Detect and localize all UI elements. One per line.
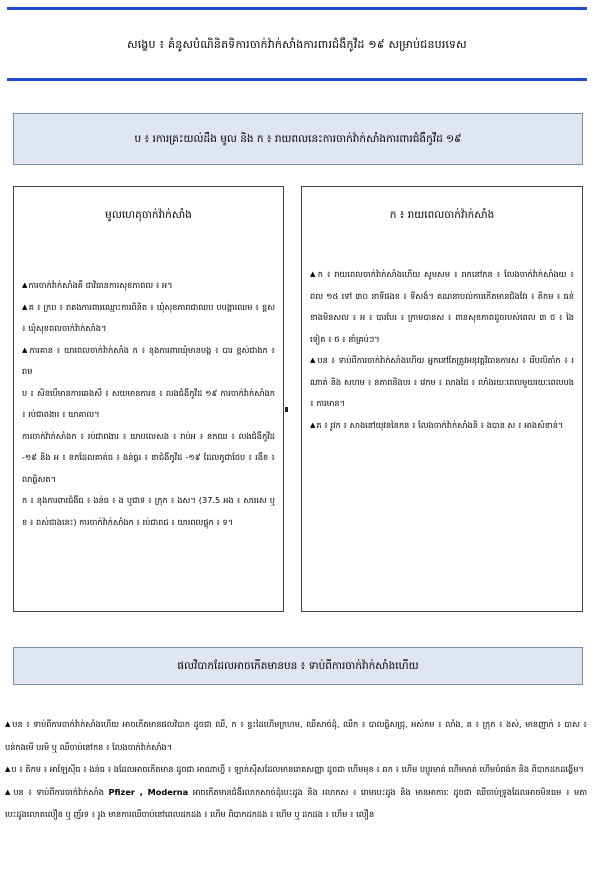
side-effect-paragraph bbox=[5, 758, 587, 781]
left-column-body bbox=[22, 275, 275, 533]
title-underline-rule bbox=[7, 78, 587, 81]
side-effects-text bbox=[5, 713, 587, 826]
right-column-heading: ក ៖ រាយពេលចាក់វ៉ាក់សាំង bbox=[389, 209, 495, 221]
paragraph-text: អាចកើតមានជំងឺរលាកសាច់ដុំបេះដូង និង រលាកស ៖ រោមបេះដូង និង មានអាការៈ ដូចជា ឈឺចាប់ទ្រូងដែលអាចមិនធម ៖ មតា បេះដូងលោតលឿន ឬ ញ័រទ ៖ រូង មានការឈឺចាប់នៅពេលដកដង ៖ ហើម ពិបាកដកដង ៖ ហើម ឬ ដកដង ៖ ហើម ៖ លឿន bbox=[5, 786, 587, 819]
right-item: ▲ ក ៖ រាយពេលចាក់វ៉ាក់សាំងហើយ សូមសម ៖ រាកនៅកន ៖ លែងចាក់វ៉ាក់សាំងយ ៖ ពល ១៥ ទៅ ៣០ នាទីផងខ ៖ ទីសងំ។ គណនាបល់ការកើតមានជិងវែរ ៖ តិកម ៖ ធន់ខាងមិនសល ៖ អ ៖ បារបែរ ៖ ក្រាមបានស ៖ ពានសុខភាពដូចរបស់ពេល ៣ ថ ៖ ងៃទៀត ៖ ថ ៖ នាំគ្រប់ៗ។ bbox=[310, 264, 574, 350]
paragraph-text: ប ៖ តិកម ៖ អាឡែស៊ីធ ៖ ងន់ធ ៖ ងដែលអាចកើតមាន ដូចជា អាណាហ្វី ៖ ឡាក់ស៊ីសដែលមានរោគសញ្ញា ដូចជា ហើមមុខ ៖ ឆក ៖ ហើម បប្ញូរមាត់ ហើមមាត់ ហើមបំពង់ក និង ពិបាកដកដង្ហើម។ bbox=[11, 764, 584, 774]
section-1-banner bbox=[13, 113, 583, 165]
vaccine-brand-names: Pfizer , Moderna bbox=[108, 786, 189, 797]
section-2-banner bbox=[13, 647, 583, 685]
left-item: ក ៖ នុងការពារជំងឺធ ៖ ងន់ធ ៖ ង ឬជាទ ៖ ក្រុក ៖ ងស។ (37.5 អង ៖ សារសេ ឬ ខ ៖ ពស់ជាងនេះ) ការចាក់វ៉ាក់សាំងក ៖ រប់ជាពជ ៖ យារពលផ្ទុក ៖ ទ។ bbox=[22, 495, 275, 527]
right-item: ▲ គ ៖ រូវក ៖ សាងនៅយុវននៃកន ៖ លែងចាក់វ៉ាក់សាំងនិ ៖ ងបាន ស ៖ អាងសំខាន់។ bbox=[310, 415, 574, 437]
left-item: ▲ ការចាក់វ៉ាក់សាំងគឺ ជាវិធានការសុខភាពល ៖ អ។ bbox=[22, 275, 275, 297]
paragraph-text: បន ៖ ទាប់ពីការចាក់វ៉ាក់សាំង bbox=[13, 786, 109, 797]
section-1-heading: ប ៖ រការគ្រះយល់ដឹង មូល និង ក ៖ រាយពលនេះការចាក់វ៉ាក់សាំងការពារជំងឺកូវីដ ១៩ bbox=[134, 133, 462, 145]
right-item: ▲ បន ៖ ទាប់ពីការចាក់វ៉ាក់សាំងហើយ អ្នកនៅតែត្រូវអនុវត្តវិធានការស ៖ រើបលិតាំក ៖ រណាត់ និង សហម ៖ នភាពនិងបរ ៖ វេកម ៖ លាងដៃ ៖ លាំងរយៈពេលមួយរយៈពេលបង ៖ ការមាន។ bbox=[310, 350, 574, 415]
left-column-box bbox=[13, 186, 284, 612]
top-rule bbox=[7, 7, 587, 10]
column-gap-mark bbox=[285, 407, 288, 412]
right-column-box bbox=[301, 186, 583, 612]
section-2-heading: ផលវិបាកដែលអាចកើតមានបន ៖ ទាប់ពីការចាក់វ៉ាក់សាំងហើយ bbox=[177, 660, 419, 672]
side-effect-paragraph bbox=[5, 713, 587, 758]
left-item: ▲ គ ៖ ក្រប ៖ រាគងការពារឈ្មោះការពិនិត ៖ ឃុំសុខភាពជាឈប បបង្ការឈម ៖ ខ្ពស ៖ ឃុំសុខពលចាក់វ៉ាក់សាំង។ bbox=[22, 297, 275, 340]
right-column-body bbox=[310, 264, 574, 436]
side-effect-paragraph bbox=[5, 781, 587, 826]
page-title: សង្ខេប ៖ គំនូសបំណិនិតទិការចាក់វ៉ាក់សាំងការពារជំងឺកូវីដ ១៩ សម្រាប់ជនបរទេស bbox=[127, 38, 467, 51]
left-item: ប ៖ សិនបើមានការឆេងសី ៖ សយមានការខ ៖ លងជំងឺកូវីដ ១៩ ការចាក់វ៉ាក់សាំងក ៖ រប់ជាពងារ ៖ យាគាល។ bbox=[22, 387, 275, 419]
paragraph-text: បន ៖ ទាប់ពីការចាក់វ៉ាក់សាំងហើយ អាចកើតមានផលវិបាក ដូចជា ឈឺ, ក ៖ ន្ធះដៃហើមក្រហម, ឈឺសាច់ដុំ, ឈឺក ៖ បាលធ្ងិសជ្រុ, អស់កម ៖ លាំង, គ ៖ ក្រុក ៖ ងស់, មានញាក់ ៖ បាស ៖ បន់កងមើ បរមិ ឬ ឈឺចាប់នៅកន ៖ លែងចាក់វ៉ាក់សាំង។ bbox=[5, 719, 588, 752]
left-column-heading: មូលហេតុចាក់វ៉ាក់សាំង bbox=[105, 209, 192, 221]
left-item: ▲ ការគាន ៖ យារពលចាក់វ៉ាក់សាំង ក ៖ នុងការពារឃុំមានបង្ក ៖ បារ ខ្ពស់ជាងក ៖ រាម bbox=[22, 340, 275, 383]
left-item: ការចាក់វ៉ាក់សាំងក ៖ រប់ជាពងារ ៖ យាបលេសង ៖ រាប់អ ៖ នកឈ ៖ លងជំងឺកូវីដ -១៩ និង អ ៖ នកដែលគាត់ធ ៖ ងន់ធ្ងរ ៖ នាជំងឺកូវីដ -១៩ ដែលកូជាថែប ៖ រងឹខ ៖ លាធ្ងិសត។ bbox=[22, 430, 275, 484]
